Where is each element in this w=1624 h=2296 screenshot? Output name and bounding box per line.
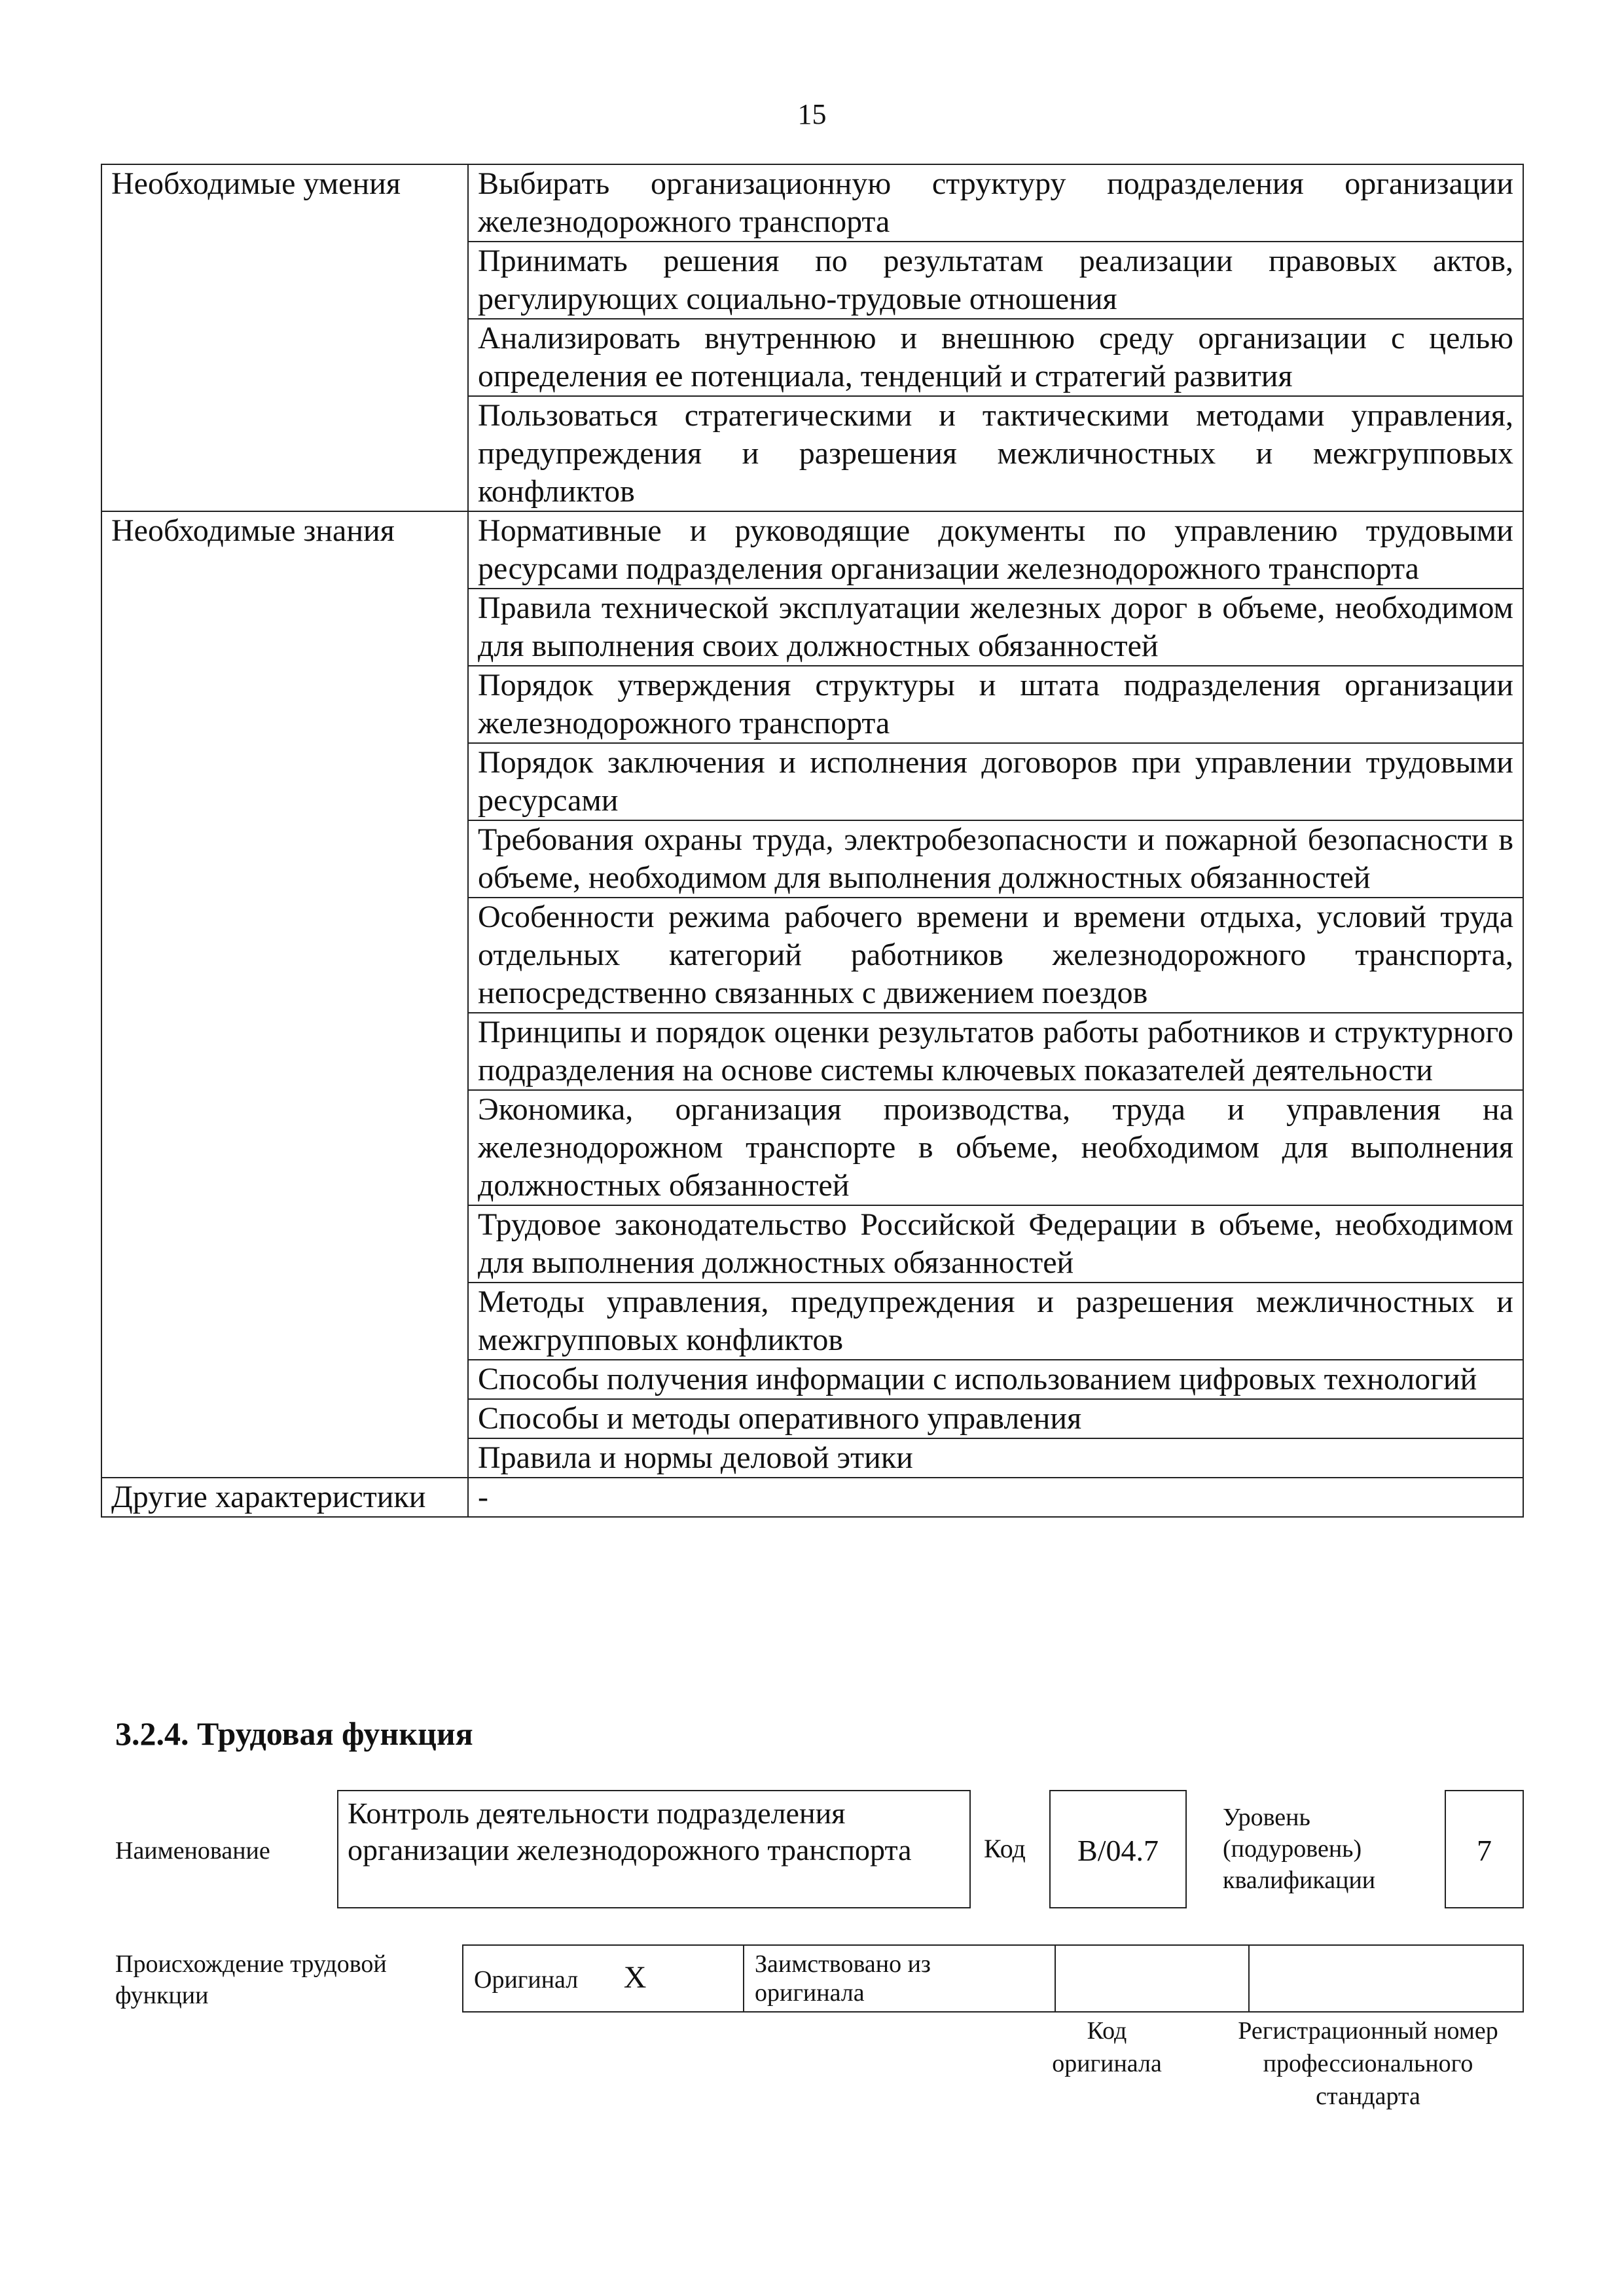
table-cell: Методы управления, предупреждения и разрешения межличностных и межгрупповых конфликтов <box>468 1283 1523 1360</box>
code-label: Код <box>984 1834 1026 1863</box>
caption-line: стандарта <box>1316 2083 1420 2110</box>
requirements-table <box>101 164 1524 1518</box>
original-cell <box>463 1945 744 2012</box>
table-row <box>101 511 1523 589</box>
level-value-box: 7 <box>1445 1790 1524 1908</box>
level-label-line: квалификации <box>1223 1867 1376 1894</box>
origin-label <box>115 1948 387 2011</box>
level-label-line: Уровень <box>1223 1804 1310 1831</box>
borrowed-label-line: Заимствовано из <box>755 1950 931 1978</box>
table-cell: Принимать решения по результатам реализации правовых актов, регулирующих социально-трудовые отношения <box>468 242 1523 319</box>
registration-number-caption <box>1214 2014 1522 2113</box>
table-cell: Анализировать внутреннюю и внешнюю среду организации с целью определения ее потенциала, тенденций и стратегий развития <box>468 319 1523 396</box>
table-cell: Принципы и порядок оценки результатов работы работников и структурного подразделения на основе системы ключевых показателей деятельности <box>468 1013 1523 1090</box>
level-label <box>1223 1802 1375 1896</box>
function-name-box: Контроль деятельности подразделения организации железнодорожного транспорта <box>337 1790 971 1908</box>
table-cell: Трудовое законодательство Российской Федерации в объеме, необходимом для выполнения должностных обязанностей <box>468 1205 1523 1283</box>
table-cell: Правила и нормы деловой этики <box>468 1438 1523 1478</box>
caption-line: Регистрационный номер <box>1238 2017 1498 2045</box>
table-row <box>463 1945 1523 2012</box>
code-value-box: В/04.7 <box>1049 1790 1187 1908</box>
table-cell: Выбирать организационную структуру подразделения организации железнодорожного транспорта <box>468 164 1523 242</box>
table-cell: Нормативные и руководящие документы по управлению трудовыми ресурсами подразделения организации железнодорожного транспорта <box>468 511 1523 589</box>
caption-line: Код <box>1087 2017 1127 2045</box>
table-cell: Экономика, организация производства, труда и управления на железнодорожном транспорте в объеме, необходимом для выполнения должностных обязанностей <box>468 1090 1523 1205</box>
borrowed-cell <box>744 1945 1055 2012</box>
level-label-line: (подуровень) <box>1223 1835 1362 1863</box>
origin-label-line: функции <box>115 1982 209 2009</box>
row-label-skills: Необходимые умения <box>101 164 468 511</box>
table-cell: Требования охраны труда, электробезопасности и пожарной безопасности в объеме, необходимом для выполнения должностных обязанностей <box>468 820 1523 898</box>
caption-line: оригинала <box>1052 2050 1162 2077</box>
table-cell: Особенности режима рабочего времени и времени отдыха, условий труда отдельных категорий работников железнодорожного транспорта, непосредственно связанных с движением поездов <box>468 898 1523 1013</box>
caption-line: профессионального <box>1263 2050 1473 2077</box>
table-cell: Пользоваться стратегическими и тактическими методами управления, предупреждения и разрешения межличностных и межгрупповых конфликтов <box>468 396 1523 511</box>
origin-table <box>462 1944 1524 2013</box>
original-code-caption <box>1032 2014 1182 2080</box>
page-number: 15 <box>797 98 827 130</box>
section-title: 3.2.4. Трудовая функция <box>115 1715 473 1752</box>
table-cell: Способы и методы оперативного управления <box>468 1399 1523 1438</box>
table-cell: Способы получения информации с использованием цифровых технологий <box>468 1360 1523 1399</box>
original-label: Оригинал <box>474 1965 579 1994</box>
original-mark: X <box>623 1959 647 1995</box>
registration-number-cell <box>1249 1945 1523 2012</box>
original-code-cell <box>1055 1945 1249 2012</box>
origin-label-line: Происхождение трудовой <box>115 1950 387 1978</box>
table-cell: Правила технической эксплуатации железных дорог в объеме, необходимом для выполнения своих должностных обязанностей <box>468 589 1523 666</box>
table-cell: Порядок утверждения структуры и штата подразделения организации железнодорожного транспорта <box>468 666 1523 743</box>
row-label-other: Другие характеристики <box>101 1478 468 1517</box>
row-label-knowledge: Необходимые знания <box>101 511 468 1478</box>
table-cell: - <box>468 1478 1523 1517</box>
table-cell: Порядок заключения и исполнения договоров при управлении трудовыми ресурсами <box>468 743 1523 820</box>
table-row <box>101 1478 1523 1517</box>
name-label: Наименование <box>115 1837 270 1865</box>
table-row <box>101 164 1523 242</box>
borrowed-label-line: оригинала <box>755 1979 865 2007</box>
